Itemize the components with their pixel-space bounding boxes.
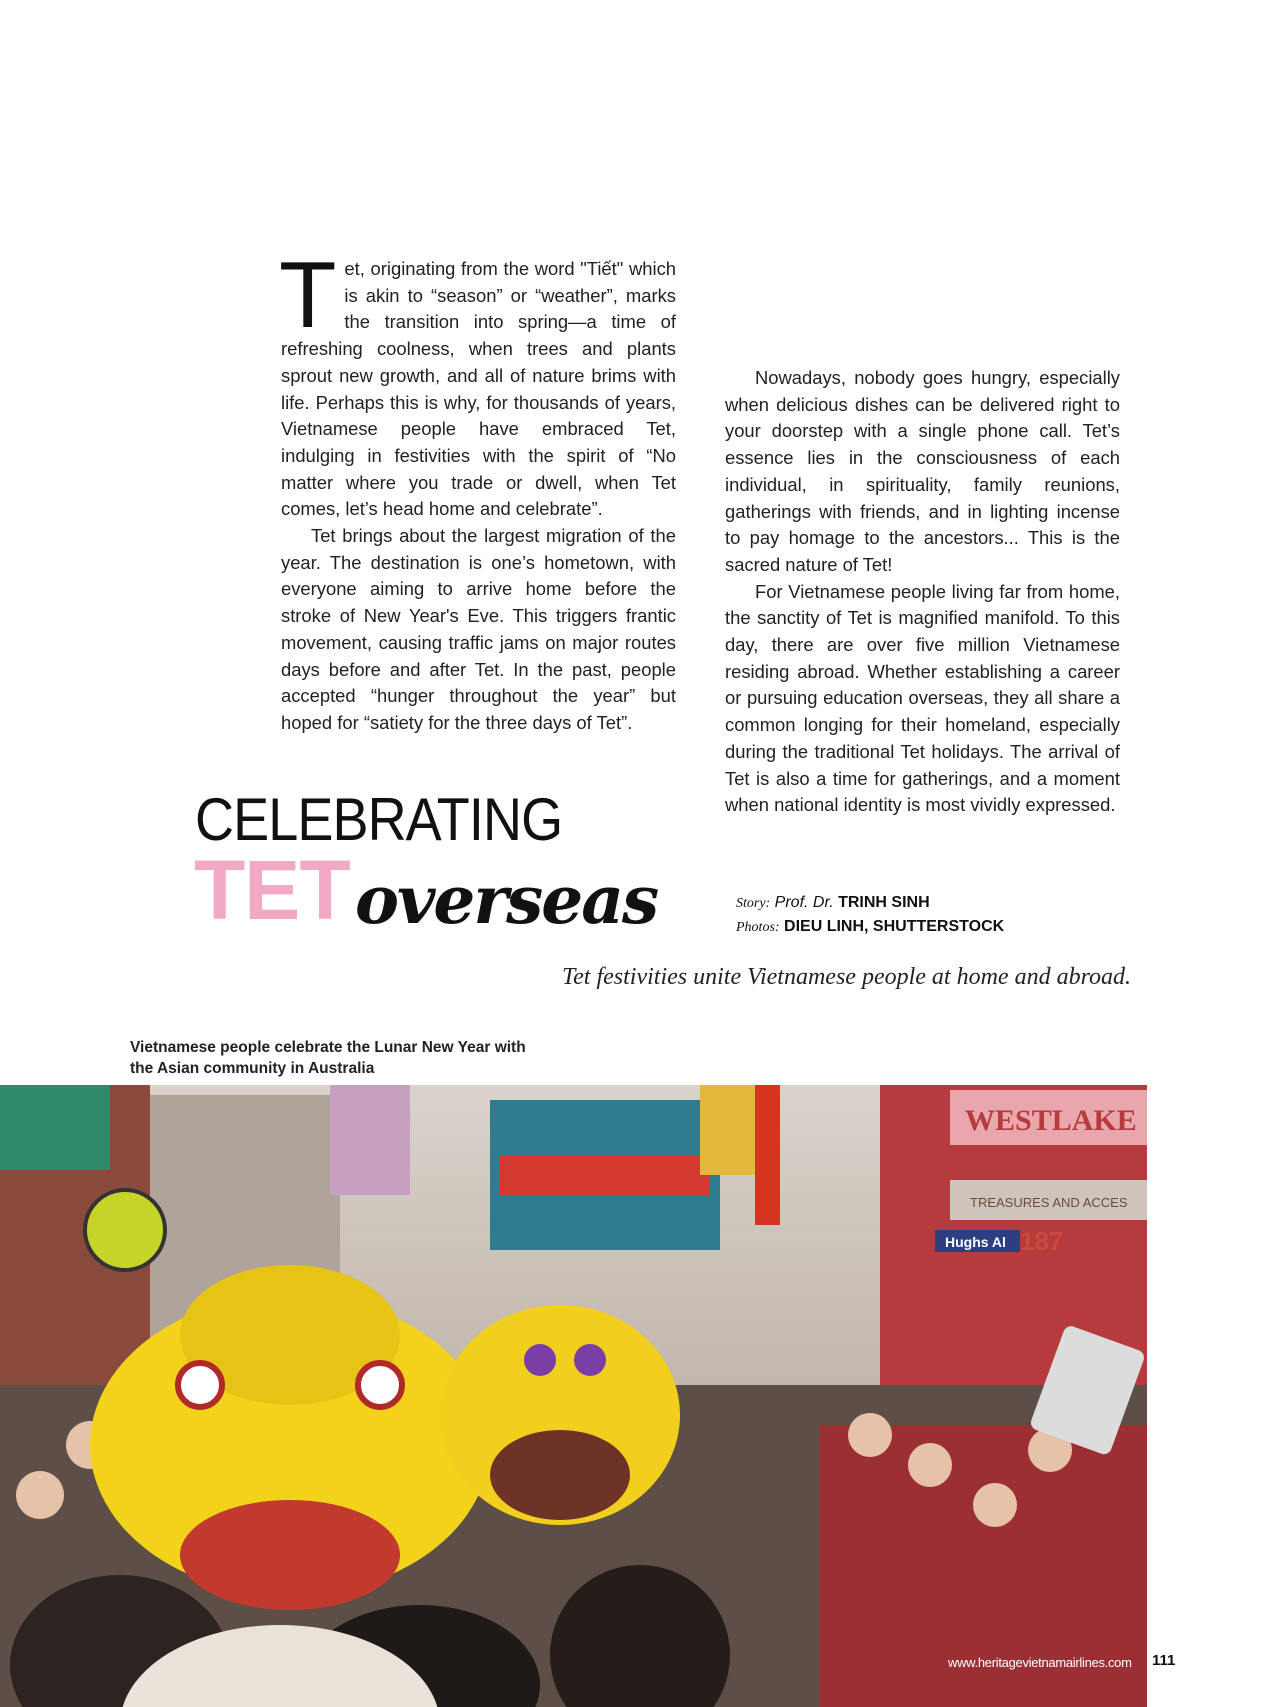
story-label: Story: xyxy=(736,896,771,911)
paragraph: Nowadays, nobody goes hungry, especially when delicious dishes can be delivered right to your doorstep with a single phone call. Tet’s essence lies in the consciousness of each individual, in spirituality, family reunions, gatherings with friends, and in lighting incense to pay homage to the ancestors... This is the sacred nature of Tet! xyxy=(725,367,1120,575)
lion-mouth-center xyxy=(490,1430,630,1520)
spectator-head xyxy=(848,1413,892,1457)
lion-eye xyxy=(524,1344,556,1376)
red-banner xyxy=(755,1085,780,1225)
paragraph: Tet brings about the largest migration of the year. The destination is one’s hometown, with everyone aiming to arrive home before the stroke of New Year's Eve. This triggers frantic movement, causing traffic jams on major routes days before and after Tet. In the past, people accepted “hunger throughout the year” but hoped for “satiety for the three days of Tet”. xyxy=(281,525,676,733)
page-number: 111 xyxy=(1152,1652,1176,1669)
article-subtitle: Tet festivities unite Vietnamese people at home and abroad. xyxy=(562,964,1132,990)
story-credit xyxy=(736,892,930,915)
title-line-celebrating: CELEBRATING xyxy=(195,786,563,853)
photos-label: Photos: xyxy=(736,920,780,935)
title-word-tet: TET xyxy=(194,843,350,937)
westlake-sign-text: WESTLAKE xyxy=(965,1104,1137,1137)
lion-eye-right xyxy=(358,1363,402,1407)
paragraph: For Vietnamese people living far from home, the sanctity of Tet is magnified manifold. To this day, there are over five million Vietnamese residing abroad. Whether establishing a career or pursuing education overseas, they all share a common longing for their homeland, especially during the traditional Tet holidays. The arrival of Tet is also a time for gatherings, and a moment when national identity is most vividly expressed. xyxy=(725,580,1120,816)
spectator-head xyxy=(908,1443,952,1487)
paragraph xyxy=(279,242,676,523)
title-word-overseas-script: overseas xyxy=(355,861,658,939)
lion-dance-photo xyxy=(0,1085,1147,1707)
photo-caption: Vietnamese people celebrate the Lunar New Year with the Asian community in Australia xyxy=(130,1039,526,1077)
drop-cap: T xyxy=(279,242,337,347)
article-column-left xyxy=(279,242,676,737)
spectator-head xyxy=(16,1471,64,1519)
story-author: TRINH SINH xyxy=(838,894,930,911)
lion-dance-illustration xyxy=(0,1085,1147,1707)
footer-website[interactable]: www.heritagevietnamairlines.com xyxy=(948,1655,1132,1670)
spectator-head xyxy=(973,1483,1017,1527)
photos-author: DIEU LINH, SHUTTERSTOCK xyxy=(784,918,1005,935)
article-column-right xyxy=(725,365,1120,819)
pedestrian-sign-icon xyxy=(85,1190,165,1270)
paragraph-text: et, originating from the word "Tiết" which is akin to “season” or “weather”, marks the transition into spring—a time of refreshing coolness, when trees and plants sprout new growth, and all of nature brims with life. Perhaps this is why, for thousands of years, Vietnamese people have embraced Tet, indulging in festivities with the spirit of “No matter where you trade or dwell, when Tet comes, let’s head home and celebrate”. xyxy=(281,258,676,520)
purple-sign xyxy=(330,1085,410,1195)
lion-eye xyxy=(574,1344,606,1376)
lion-eye-left xyxy=(178,1363,222,1407)
hughs-sign-text: Hughs Al xyxy=(945,1234,1006,1250)
photos-credit xyxy=(736,916,1004,939)
gate-panel xyxy=(500,1155,710,1195)
treasures-sign-text: TREASURES AND ACCES xyxy=(970,1195,1128,1210)
story-prefix: Prof. Dr. xyxy=(774,894,834,911)
lion-mouth xyxy=(180,1500,400,1610)
green-shop-sign xyxy=(0,1085,110,1170)
street-number: 187 xyxy=(1020,1226,1064,1256)
